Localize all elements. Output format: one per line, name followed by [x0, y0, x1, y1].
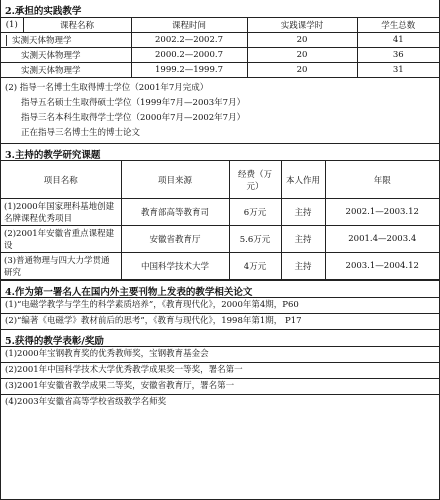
note-line: 指导五名硕士生取得硕士学位（1999年7月—2003年7月） [21, 98, 246, 108]
course-time: 2002.2—2002.7 [131, 33, 247, 48]
course-name: 实测天体物理学 [12, 36, 72, 46]
practice-course-table [1, 17, 439, 78]
course-name-cell [1, 33, 131, 48]
table-row [1, 48, 439, 63]
project-role: 主持 [281, 226, 325, 253]
award-item: (2)2001年中国科学技术大学优秀教学成果奖一等奖，署名第一 [1, 362, 439, 378]
note-line: 指导三名本科生取得学士学位（2000年7月—2002年7月） [21, 113, 246, 123]
table-row [1, 199, 439, 226]
project-name: (3)普通物理与四大力学贯通研究 [1, 253, 121, 280]
supervision-notes [1, 78, 439, 143]
header-project-name: 项目名称 [1, 161, 121, 199]
header-project-source: 项目来源 [121, 161, 229, 199]
section-4-title: 4.作为第一署名人在国内外主要刊物上发表的教学相关论文 [1, 280, 439, 297]
project-name: (1)2000年国家理科基地创建名牌课程优秀项目 [1, 199, 121, 226]
project-period: 2003.1—2004.12 [325, 253, 439, 280]
header-course-name: 课程名称 [23, 18, 131, 33]
project-funding: 5.6万元 [229, 226, 281, 253]
table-row [1, 63, 439, 78]
practice-hours: 20 [247, 48, 357, 63]
header-funding: 经费（万元） [229, 161, 281, 199]
student-total: 31 [357, 63, 439, 78]
award-item: (3)2001年安徽省教学成果二等奖，安徽省教育厅，署名第一 [1, 378, 439, 394]
student-total: 36 [357, 48, 439, 63]
header-role: 本人作用 [281, 161, 325, 199]
table-header-row [1, 161, 439, 199]
course-name: 实测天体物理学 [1, 63, 131, 78]
course-name: 实测天体物理学 [1, 48, 131, 63]
note-line: 正在指导三名博士生的博士论文 [21, 128, 141, 138]
project-source: 安徽省教育厅 [121, 226, 229, 253]
paper-item: (2)“编著《电磁学》教材前后的思考”，《教育与现代化》，1998年第1期， P17 [1, 313, 439, 329]
section-3-title: 3.主持的教学研究课题 [1, 143, 439, 160]
project-role: 主持 [281, 199, 325, 226]
project-name: (2)2001年安徽省重点课程建设 [1, 226, 121, 253]
table-row [1, 33, 439, 48]
table-row [1, 226, 439, 253]
header-practice-hours: 实践课学时 [247, 18, 357, 33]
award-item: (1)2000年宝钢教育奖的优秀教师奖，宝钢教育基金会 [1, 346, 439, 362]
student-total: 41 [357, 33, 439, 48]
header-student-total: 学生总数 [357, 18, 439, 33]
project-source: 教育部高等教育司 [121, 199, 229, 226]
header-period: 年限 [325, 161, 439, 199]
note-line: (2) 指导一名博士生取得博士学位（2001年7月完成） [5, 83, 209, 93]
course-time: 2000.2—2000.7 [131, 48, 247, 63]
paper-item: (1)“电磁学教学与学生的科学素质培养”，《教育现代化》，2000年第4期，P60 [1, 297, 439, 313]
header-course-time: 课程时间 [131, 18, 247, 33]
course-time: 1999.2—1999.7 [131, 63, 247, 78]
table-row [1, 253, 439, 280]
section-2-title: 2.承担的实践教学 [5, 6, 82, 17]
project-source: 中国科学技术大学 [121, 253, 229, 280]
text-cursor-icon [6, 35, 10, 46]
award-item: (4)2003年安徽省高等学校省级教学名师奖 [1, 394, 439, 410]
practice-hours: 20 [247, 63, 357, 78]
header-index: (1) [1, 18, 23, 33]
research-project-table [1, 160, 439, 280]
project-funding: 6万元 [229, 199, 281, 226]
table-header-row [1, 18, 439, 33]
project-role: 主持 [281, 253, 325, 280]
project-period: 2001.4—2003.4 [325, 226, 439, 253]
project-period: 2002.1—2003.12 [325, 199, 439, 226]
project-funding: 4万元 [229, 253, 281, 280]
practice-hours: 20 [247, 33, 357, 48]
section-5-title: 5.获得的教学表彰/奖励 [1, 329, 439, 346]
